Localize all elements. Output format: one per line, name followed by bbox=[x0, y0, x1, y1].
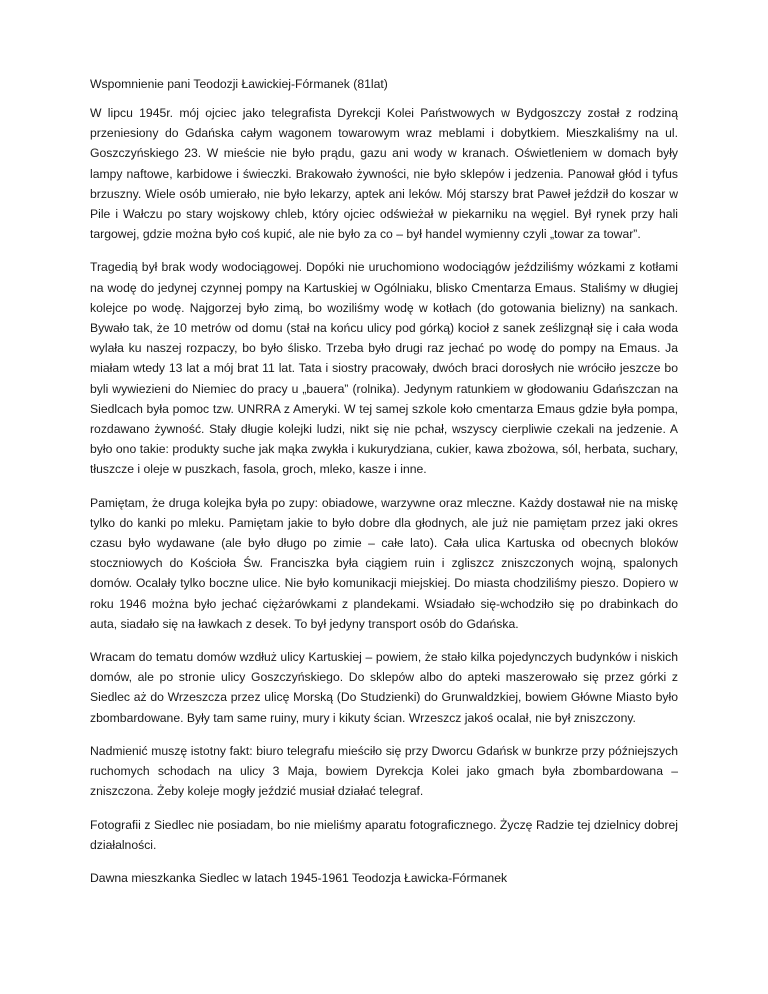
document-page bbox=[90, 76, 678, 888]
paragraph-kartuska-street: Wracam do tematu domów wzdłuż ulicy Kartuskiej – powiem, że stało kilka pojedynczych budynków i niskich domów, ale po stronie ulicy Goszczyńskiego. Do sklepów albo do apteki maszerowało się przez górki z Siedlec aż do Wrzeszcza przez ulicę Morską (Do Studzienki) do Grunwaldzkiej, bowiem Główne Miasto było zbombardowane. Były tam same ruiny, mury i kikuty ścian. Wrzeszcz jakoś ocalał, nie był zniszczony. bbox=[90, 650, 678, 725]
document-title: Wspomnienie pani Teodozji Ławickiej-Fórmanek (81lat) bbox=[90, 77, 388, 91]
paragraph-soup-queue: Pamiętam, że druga kolejka była po zupy: obiadowe, warzywne oraz mleczne. Każdy dostawał nie na miskę tylko do kanki po mleku. Pamiętam jakie to było dobre dla głodnych, ale już nie pamiętam przez jaki okres czasu było wydawane (ale było długo po zimie – całe lato). Cała ulica Kartuska od obecnych bloków stoczniowych do Kościoła Św. Franciszka była ciągiem ruin i zgliszcz zniszczonych wojną, spalonych domów. Ocalały tylko boczne ulice. Nie było komunikacji miejskiej. Do miasta chodziliśmy pieszo. Dopiero w roku 1946 można było jechać ciężarówkami z plandekami. Wsiadało się-wchodziło się po drabinkach do auta, siadało się na ławkach z desek. To był jedyny transport osób do Gdańska. bbox=[90, 495, 678, 631]
paragraph-photographs: Fotografii z Siedlec nie posiadam, bo nie mieliśmy aparatu fotograficznego. Życzę Radzie tej dzielnicy dobrej działalności. bbox=[90, 817, 678, 852]
paragraph-telegraph-office: Nadmienić muszę istotny fakt: biuro telegrafu mieściło się przy Dworcu Gdańsk w bunkrze przy późniejszych ruchomych schodach na ulicy 3 Maja, bowiem Dyrekcja Kolei jako gmach była zbombardowana – zniszczona. Żeby koleje mogły jeździć musiał działać telegraf. bbox=[90, 743, 678, 799]
paragraph-arrival: W lipcu 1945r. mój ojciec jako telegrafista Dyrekcji Kolei Państwowych w Bydgoszczy został z rodziną przeniesiony do Gdańska całym wagonem towarowym wraz meblami i dobytkiem. Mieszkaliśmy na ul. Goszczyńskiego 23. W mieście nie było prądu, gazu ani wody w kranach. Oświetleniem w domach były lampy naftowe, karbidowe i świeczki. Brakowało żywności, nie było sklepów i jedzenia. Panował głód i tyfus brzuszny. Wiele osób umierało, nie było lekarzy, aptek ani leków. Mój starszy brat Paweł jeździł do koszar w Pile i Wałczu po stary wojskowy chleb, który ojciec odświeżał w piekarniku na węgiel. Był rynek przy hali targowej, gdzie można było coś kupić, ale nie było za co – był handel wymienny czyli „towar za towar”. bbox=[90, 106, 678, 242]
paragraph-water-shortage: Tragedią był brak wody wodociągowej. Dopóki nie uruchomiono wodociągów jeździliśmy wózkami z kotłami na wodę do jedynej czynnej pompy na Kartuskiej w Ogólniaku, blisko Cmentarza Emaus. Staliśmy w długiej kolejce po wodę. Najgorzej było zimą, bo woziliśmy wodę w kotłach (do gotowania bielizny) na sankach. Bywało tak, że 10 metrów od domu (stał na końcu ulicy pod górką) kocioł z sanek ześlizgnął się i cała woda wylała ku naszej rozpaczy, bo było ślisko. Trzeba było drugi raz jechać po wodę do pompy na Emaus. Ja miałam wtedy 13 lat a mój brat 11 lat. Tata i siostry pracowały, dwóch braci dorosłych nie wróciło jeszcze bo byli wywiezieni do Niemiec do pracy u „bauera” (rolnika). Jedynym ratunkiem w głodowaniu Gdańszczan na Siedlcach była pomoc tzw. UNRRA z Ameryki. W tej samej szkole koło cmentarza Emaus gdzie była pompa, rozdawano żywność. Stały długie kolejki ludzi, nikt się nie pchał, wszyscy cierpliwie czekali na jedzenie. A było ono takie: produkty suche jak mąka zwykła i kukurydziana, cukier, kawa zbożowa, sól, herbata, suchary, tłuszcze i oleje w puszkach, fasola, groch, mleko, kasze i inne. bbox=[90, 260, 678, 477]
document-signature: Dawna mieszkanka Siedlec w latach 1945-1961 Teodozja Ławicka-Fórmanek bbox=[90, 870, 508, 885]
